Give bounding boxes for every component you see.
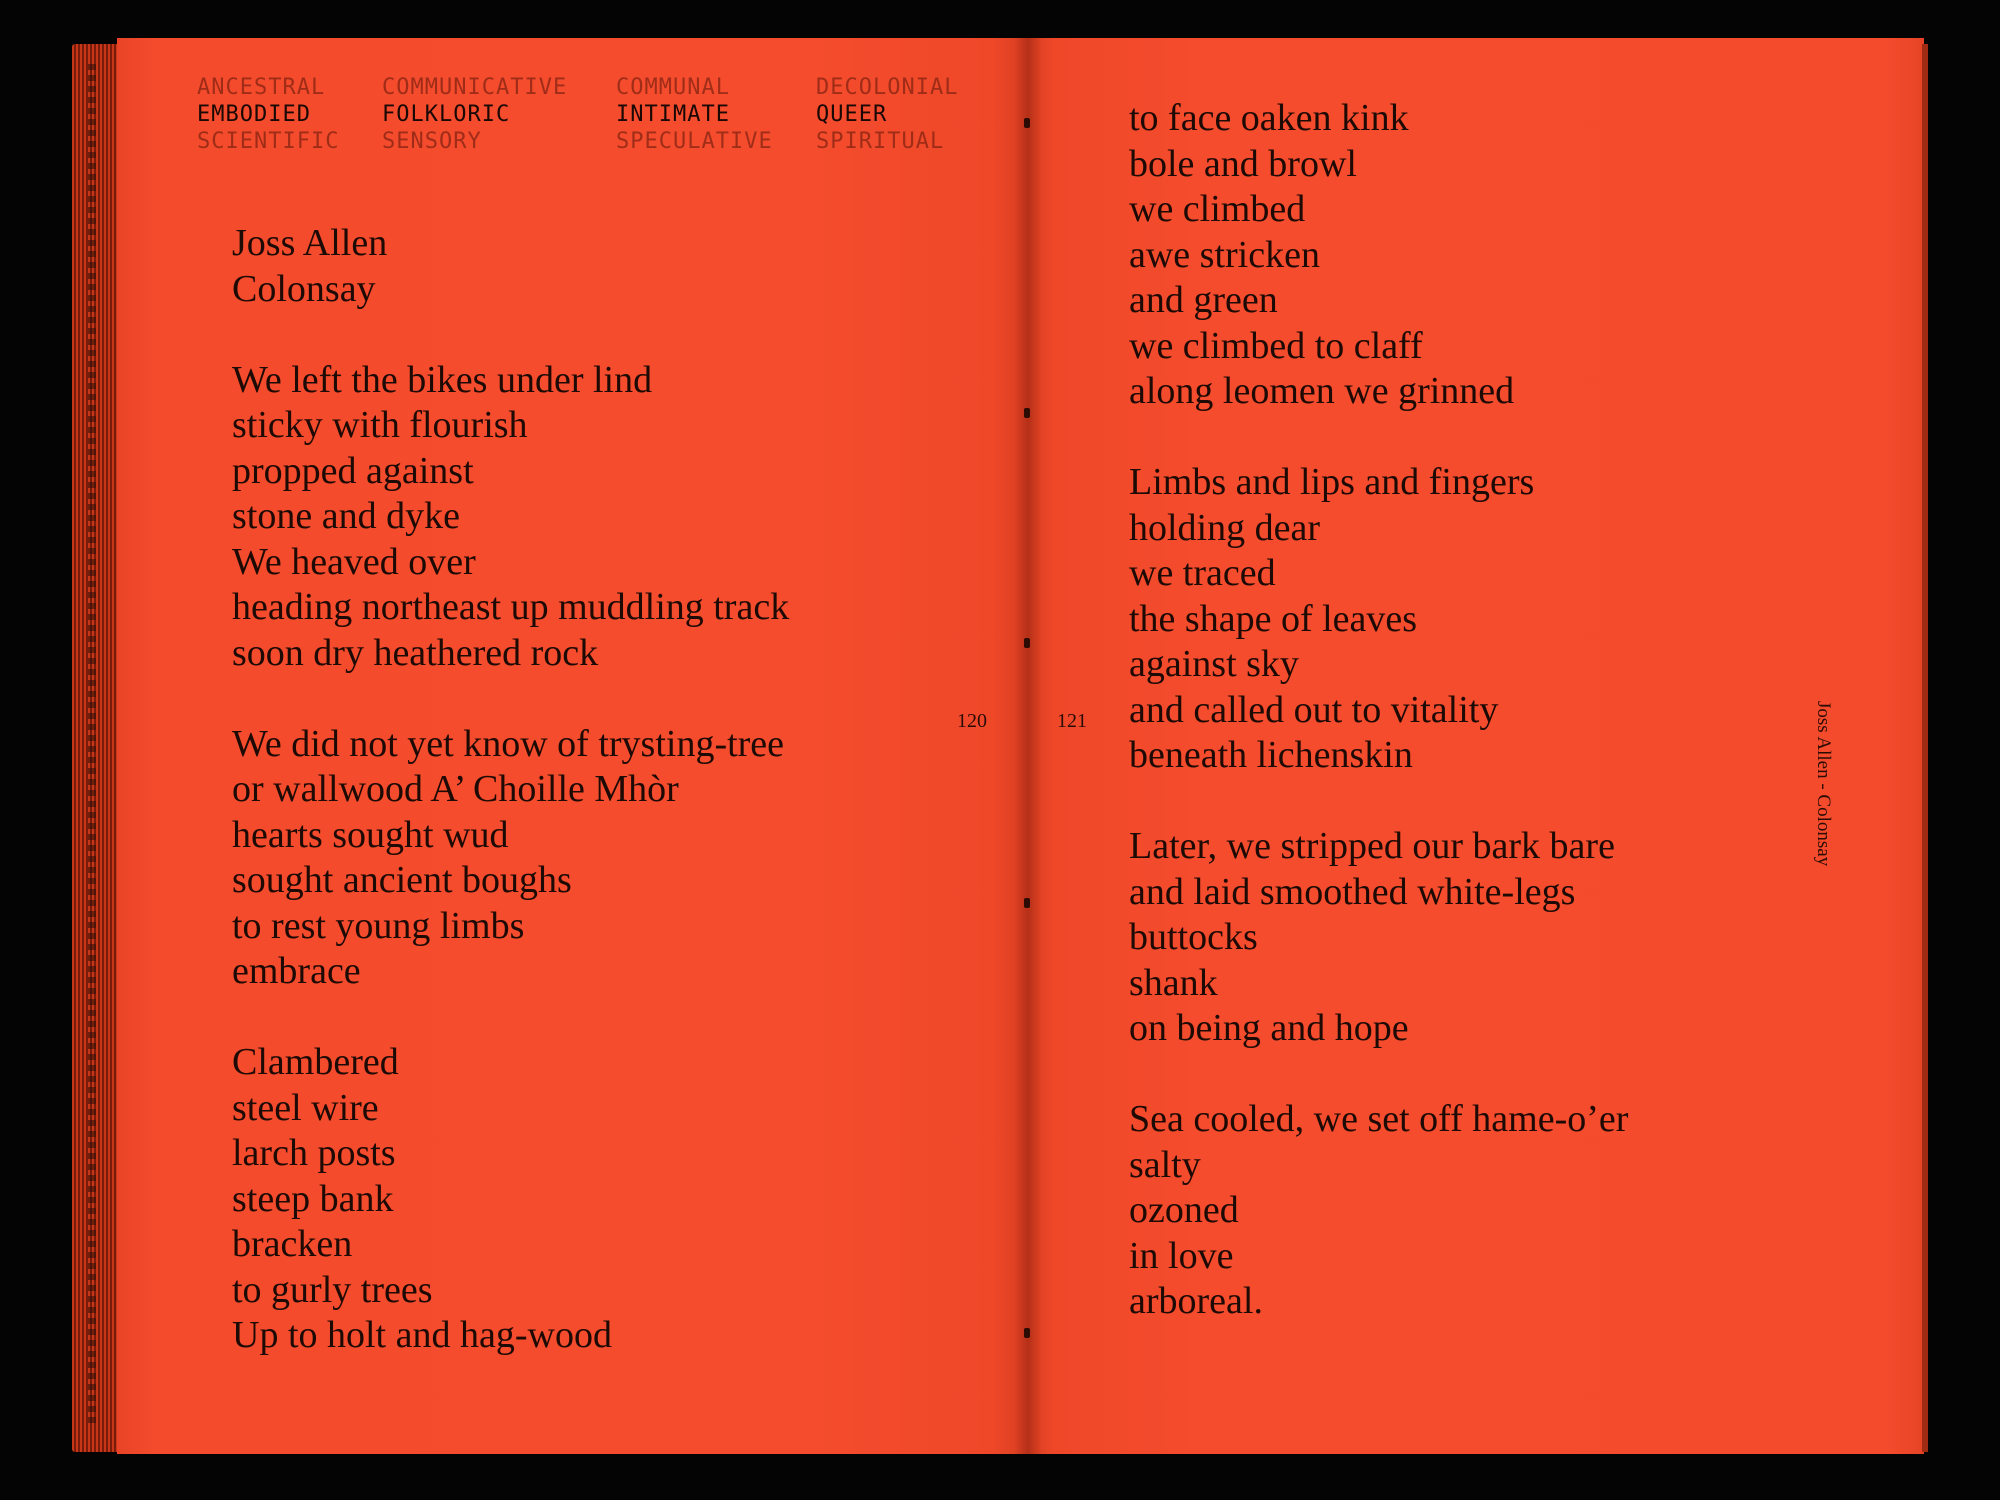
poem-line: we climbed (1129, 188, 1306, 230)
stanza (1129, 460, 1628, 779)
category-label: COMMUNICATIVE (382, 75, 568, 100)
category-label: SPIRITUAL (816, 129, 945, 154)
running-head: Joss Allen - Colonsay (1813, 701, 1834, 867)
binding-stitch (1024, 898, 1030, 908)
poem-line: or wallwood A’ Choille Mhòr (232, 768, 679, 810)
category-label: ANCESTRAL (197, 75, 326, 100)
poem-line: sought ancient boughs (232, 859, 572, 901)
poem-line: shank (1129, 961, 1218, 1004)
poem-line: We did not yet know of trysting-tree (232, 722, 785, 765)
category-label: QUEER (816, 102, 888, 127)
poem-line: embrace (232, 950, 361, 992)
poem-line: and called out to vitality (1129, 688, 1499, 731)
poem-line: larch posts (232, 1132, 396, 1174)
poem-line: stone and dyke (232, 495, 460, 537)
binding-stitch (1024, 118, 1030, 128)
poem-line: ozoned (1129, 1189, 1239, 1231)
page-number-left: 120 (957, 710, 987, 732)
right-page (1028, 38, 1924, 1454)
poem-line: holding dear (1129, 506, 1321, 549)
poem-line: on being and hope (1129, 1007, 1409, 1049)
poem-line: against sky (1129, 643, 1299, 685)
poem-line: in love (1129, 1234, 1234, 1277)
poem-line: awe stricken (1129, 233, 1320, 276)
poem-line: Up to holt and hag-wood (232, 1314, 612, 1356)
author-name: Joss Allen (232, 222, 388, 264)
poem-line: beneath lichenskin (1129, 734, 1413, 776)
poem-line: heading northeast up muddling track (232, 586, 790, 628)
category-label: INTIMATE (616, 102, 730, 127)
left-poem (232, 221, 789, 1359)
poem-line: bole and browl (1129, 142, 1357, 185)
stanza (232, 722, 789, 995)
poem-title: Colonsay (232, 267, 376, 310)
poem-line: Later, we stripped our bark bare (1129, 825, 1615, 867)
edge-printing (88, 64, 96, 1424)
stanza (1129, 1097, 1628, 1325)
binding-stitch (1024, 1328, 1030, 1338)
poem-line: Limbs and lips and fingers (1129, 461, 1535, 503)
category-label: SENSORY (382, 129, 482, 154)
binding-stitch (1024, 638, 1030, 648)
poem-line: propped against (232, 449, 474, 492)
poem-line: Clambered (232, 1041, 399, 1083)
poem-line: and laid smoothed white-legs (1129, 870, 1576, 913)
poem-line: sticky with flourish (232, 404, 528, 446)
poem-line: to gurly trees (232, 1268, 433, 1311)
left-stanzas (232, 358, 789, 1359)
stanza (1129, 96, 1628, 415)
poem-line: we traced (1129, 552, 1276, 594)
poem-line: and green (1129, 279, 1278, 321)
poem-line: arboreal. (1129, 1280, 1263, 1322)
category-label: EMBODIED (197, 102, 311, 127)
category-label: COMMUNAL (616, 75, 730, 100)
category-index (197, 74, 986, 155)
right-page-edge (1922, 44, 1928, 1452)
poem-line: the shape of leaves (1129, 597, 1418, 640)
poem-line: buttocks (1129, 916, 1258, 958)
book-spread (72, 38, 1927, 1454)
poem-line: bracken (232, 1223, 353, 1265)
left-page (117, 38, 1028, 1454)
poem-line: steep bank (232, 1177, 394, 1220)
poem-line: soon dry heathered rock (232, 631, 599, 674)
poem-line: salty (1129, 1143, 1201, 1186)
binding-stitch (1024, 408, 1030, 418)
poem-line: We heaved over (232, 540, 476, 583)
stanza (1129, 824, 1628, 1052)
right-poem (1129, 96, 1628, 1325)
poem-line: we climbed to claff (1129, 324, 1423, 367)
poem-line: to rest young limbs (232, 904, 525, 947)
stanza (232, 1040, 789, 1359)
category-label: FOLKLORIC (382, 102, 511, 127)
poem-line: steel wire (232, 1086, 379, 1129)
poem-line: to face oaken kink (1129, 97, 1409, 139)
page-number-right: 121 (1057, 710, 1087, 732)
poem-heading (232, 221, 789, 312)
poem-line: hearts sought wud (232, 813, 509, 856)
page-block-edges (72, 44, 122, 1452)
category-label: SPECULATIVE (616, 129, 773, 154)
poem-line: Sea cooled, we set off hame-o’er (1129, 1098, 1629, 1140)
category-label: SCIENTIFIC (197, 129, 340, 154)
poem-line: We left the bikes under lind (232, 358, 653, 401)
poem-line: along leomen we grinned (1129, 370, 1515, 412)
gutter-shadow (1014, 38, 1042, 1454)
category-label: DECOLONIAL (816, 75, 959, 100)
stanza (232, 358, 789, 677)
